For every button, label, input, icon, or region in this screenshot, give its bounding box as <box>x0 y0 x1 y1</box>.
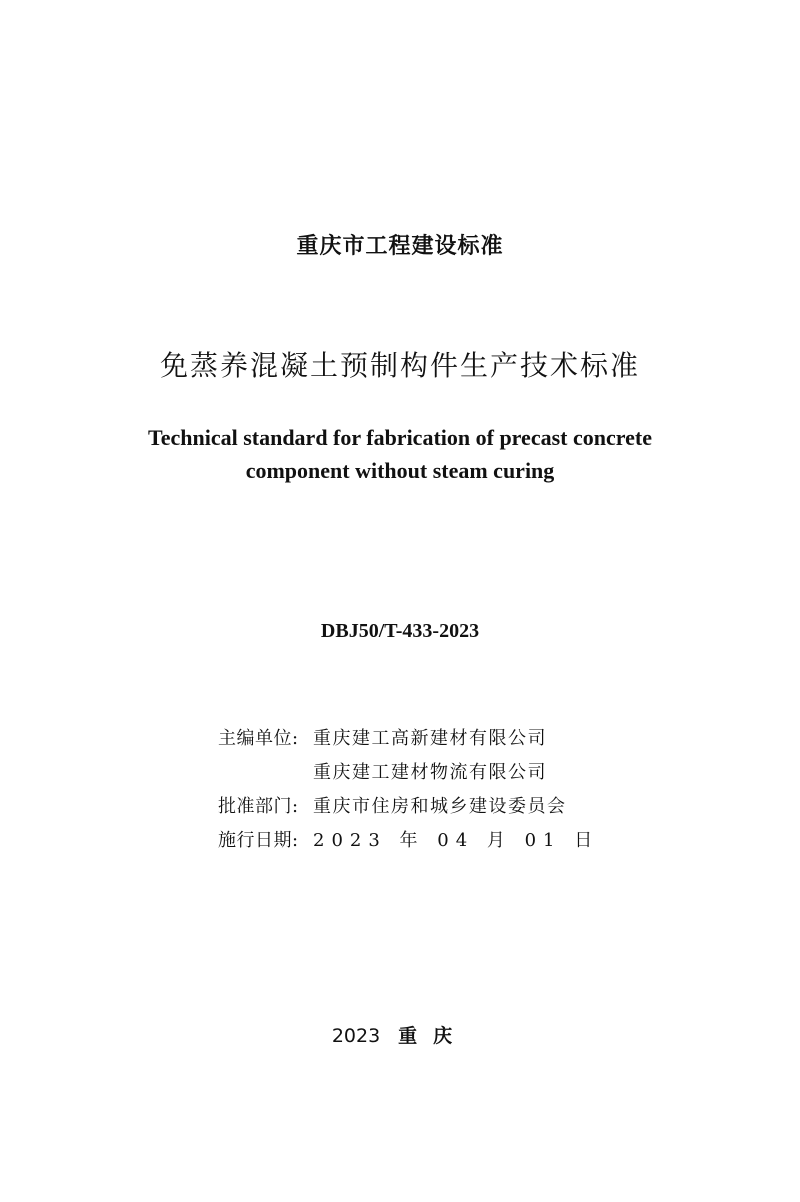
editor-row <box>218 722 599 756</box>
approver-unit: 重庆市住房和城乡建设委员会 <box>313 796 567 817</box>
approver-label: 批准部门: <box>218 796 299 817</box>
editor-row-2 <box>218 756 599 790</box>
editor-unit-1: 重庆建工高新建材有限公司 <box>313 728 547 749</box>
editor-label: 主编单位: <box>218 728 299 749</box>
effective-date-label: 施行日期: <box>218 830 299 851</box>
title-english-line-2: component without steam curing <box>245 458 555 483</box>
document-title-chinese: 免蒸养混凝土预制构件生产技术标准 <box>159 349 640 382</box>
publication-info-block <box>218 722 599 858</box>
approver-row <box>218 790 599 824</box>
standard-code: DBJ50/T-433-2023 <box>320 620 480 642</box>
standard-series-heading: 重庆市工程建设标准 <box>296 234 504 259</box>
effective-date-value: 2023 年 04 月 01 日 <box>313 830 600 851</box>
title-english-line-1: Technical standard for fabrication of precast concrete <box>148 425 652 450</box>
editor-unit-2: 重庆建工建材物流有限公司 <box>313 762 547 783</box>
editor-label-spacer <box>218 756 313 790</box>
publication-footer <box>0 1021 800 1048</box>
effective-date-row <box>218 824 599 858</box>
publication-city: 重庆 <box>398 1025 469 1047</box>
document-title-english <box>0 421 800 487</box>
publication-year: 2023 <box>331 1025 381 1047</box>
